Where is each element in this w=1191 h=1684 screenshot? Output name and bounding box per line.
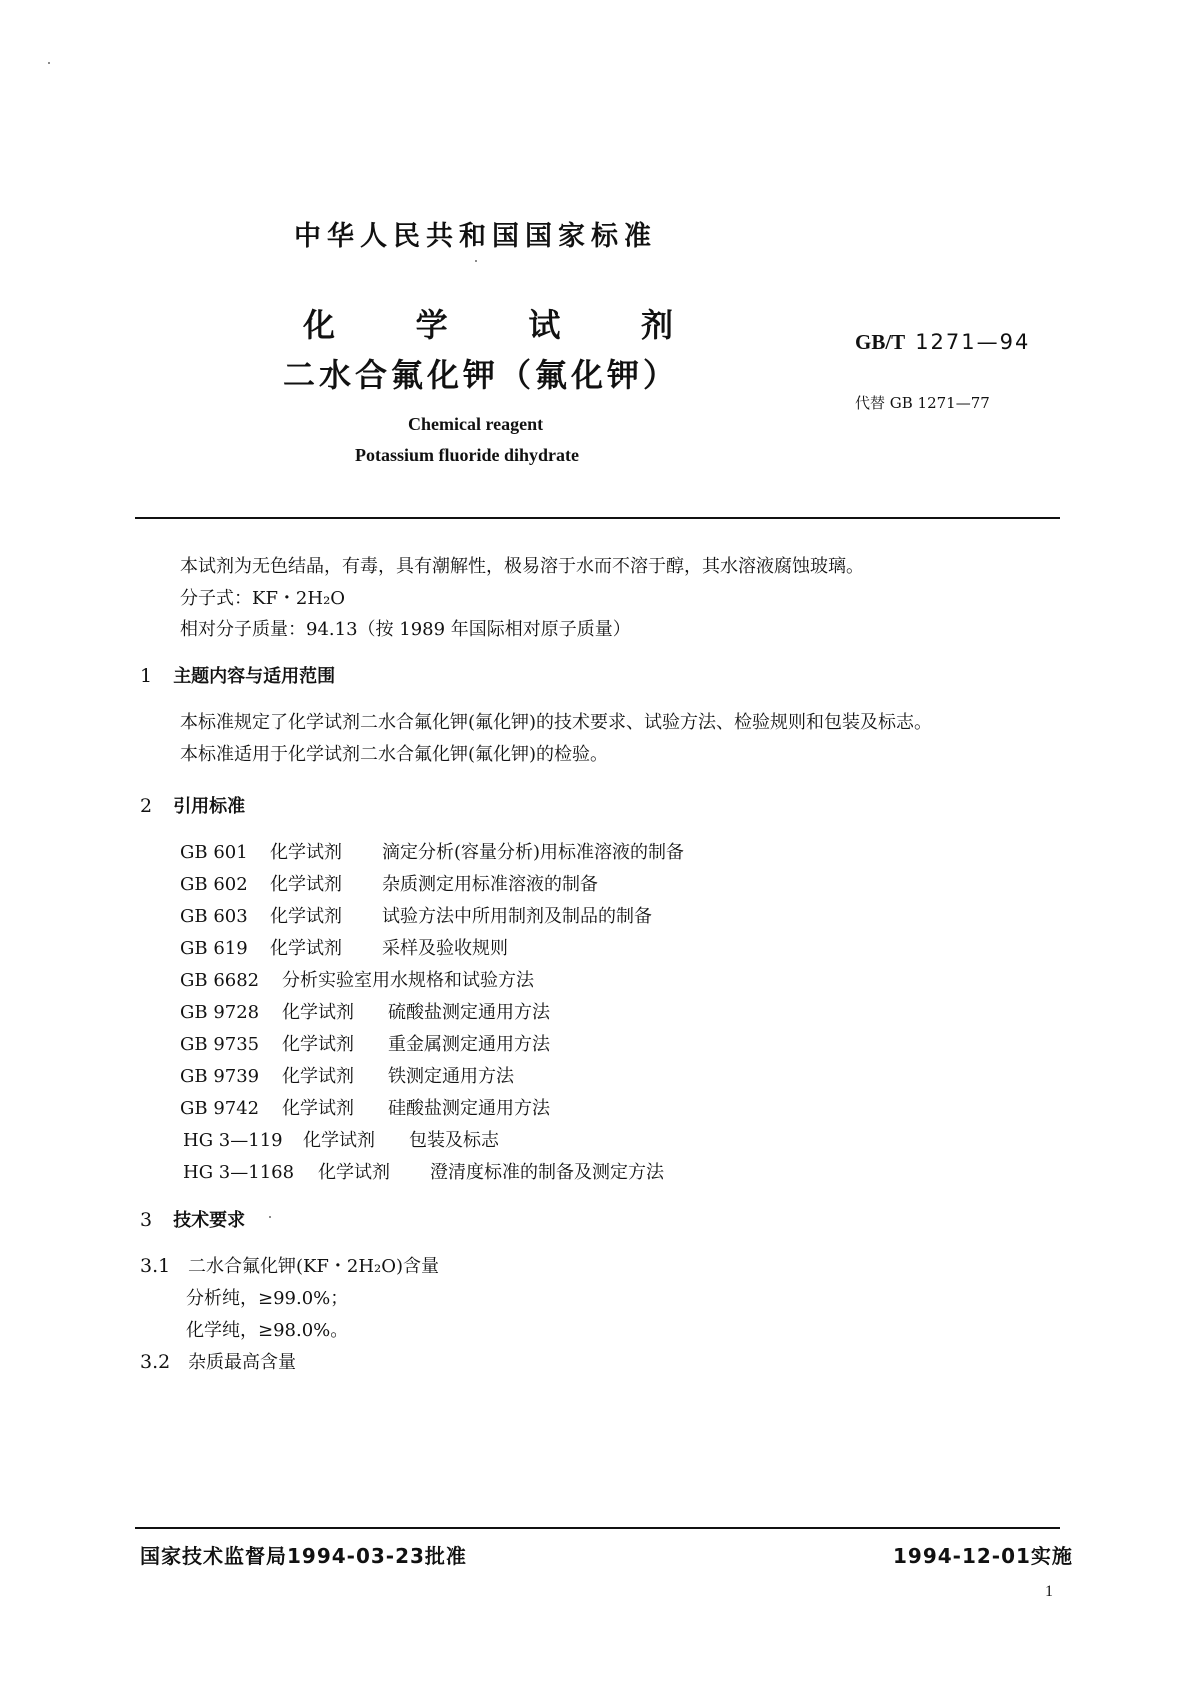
scan-speck [269,1216,271,1218]
ref-title: 硫酸盐测定通用方法 [388,1002,550,1023]
formula-label: 分子式： [180,588,252,609]
ref-title: 分析实验室用水规格和试验方法 [282,970,534,991]
reference-row [180,934,508,960]
doc-title-line1 [303,300,673,346]
header-divider [135,517,1060,519]
purity-chemical: 化学纯，≥98.0%。 [186,1320,349,1341]
reference-row [180,902,652,928]
ref-category: 化学试剂 [270,938,342,959]
section-3-heading [140,1206,245,1232]
ref-code: GB 9742 [180,1098,260,1119]
section-number: 2 [140,795,153,817]
ref-title: 试验方法中所用制剂及制品的制备 [382,906,652,927]
section-1-para-1: 本标准规定了化学试剂二水合氟化钾(氟化钾)的技术要求、试验方法、检验规则和包装及标志。 [180,712,933,733]
reference-row [180,966,534,992]
ref-category: 化学试剂 [270,874,342,895]
ref-title: 包装及标志 [409,1130,499,1151]
standard-prefix: GB/T [855,330,906,354]
ref-title: 采样及验收规则 [382,938,508,959]
reference-row [180,1062,514,1088]
effective-date: 1994-12-01实施 [893,1544,1073,1568]
ref-code: GB 6682 [180,970,260,991]
footer-divider [135,1527,1060,1529]
purity-analytical: 分析纯，≥99.0%； [186,1288,349,1309]
ref-category: 化学试剂 [270,842,342,863]
reference-row [183,1158,664,1184]
reference-row [180,1030,550,1056]
ref-code: GB 9735 [180,1034,260,1055]
ref-title: 重金属测定通用方法 [388,1034,550,1055]
title-char: 试 [528,306,561,344]
ref-code: GB 9728 [180,1002,260,1023]
ref-category: 化学试剂 [270,906,342,927]
ref-code: HG 3—119 [183,1130,283,1151]
replaces-note: 代替 GB 1271—77 [855,394,990,412]
title-char: 剂 [640,306,673,344]
section-1-heading [140,662,335,688]
ref-code: HG 3—1168 [183,1162,295,1183]
ref-code: GB 619 [180,938,248,959]
ref-code: GB 603 [180,906,248,927]
molecular-mass [180,615,631,641]
standard-code [855,330,1030,355]
section-number: 3 [140,1209,153,1231]
subsection-title: 二水合氟化钾(KF・2H₂O)含量 [187,1256,440,1277]
section-1-para-2: 本标准适用于化学试剂二水合氟化钾(氟化钾)的检验。 [180,744,609,765]
standard-number: 1271—94 [915,330,1031,354]
title-char: 化 [303,306,336,344]
molecular-formula [180,584,345,610]
section-title: 主题内容与适用范围 [173,666,336,687]
ref-code: GB 9739 [180,1066,260,1087]
section-title: 技术要求 [173,1210,246,1231]
title-char: 学 [415,306,448,344]
ref-title: 杂质测定用标准溶液的制备 [382,874,598,895]
ref-category: 化学试剂 [282,1002,354,1023]
mass-value: 94.13（按 1989 年国际相对原子质量） [306,619,631,640]
scan-speck [48,62,50,64]
approval-line: 国家技术监督局1994-03-23批准 [140,1544,467,1568]
mass-label: 相对分子质量： [180,619,306,640]
national-standard-heading: 中华人民共和国国家标准 [294,221,657,252]
ref-category: 化学试剂 [282,1098,354,1119]
reference-row [183,1126,499,1152]
reference-row [180,1094,550,1120]
reference-row [180,838,684,864]
english-title-line1: Chemical reagent [408,414,544,434]
reference-row [180,998,550,1024]
ref-code: GB 601 [180,842,248,863]
subsection-title: 杂质最高含量 [187,1352,296,1373]
subsection-number: 3.2 [140,1351,171,1373]
ref-category: 化学试剂 [303,1130,375,1151]
section-number: 1 [140,665,153,687]
subsection-number: 3.1 [140,1255,171,1277]
section-title: 引用标准 [173,796,246,817]
ref-title: 硅酸盐测定通用方法 [388,1098,550,1119]
ref-title: 滴定分析(容量分析)用标准溶液的制备 [382,842,685,863]
ref-title: 铁测定通用方法 [388,1066,514,1087]
subsection-3-1 [140,1252,439,1278]
ref-category: 化学试剂 [318,1162,390,1183]
section-2-heading [140,792,245,818]
scan-speck [475,260,477,262]
page-number: 1 [1045,1583,1053,1600]
ref-title: 澄清度标准的制备及测定方法 [430,1162,664,1183]
doc-title-line2: 二水合氟化钾（氟化钾） [283,356,680,394]
ref-category: 化学试剂 [282,1066,354,1087]
formula-value: KF・2H₂O [252,588,346,609]
ref-code: GB 602 [180,874,248,895]
ref-category: 化学试剂 [282,1034,354,1055]
reference-row [180,870,598,896]
english-title-line2: Potassium fluoride dihydrate [355,445,580,465]
subsection-3-2 [140,1348,296,1374]
intro-description: 本试剂为无色结晶，有毒，具有潮解性，极易溶于水而不溶于醇，其水溶液腐蚀玻璃。 [180,556,864,577]
